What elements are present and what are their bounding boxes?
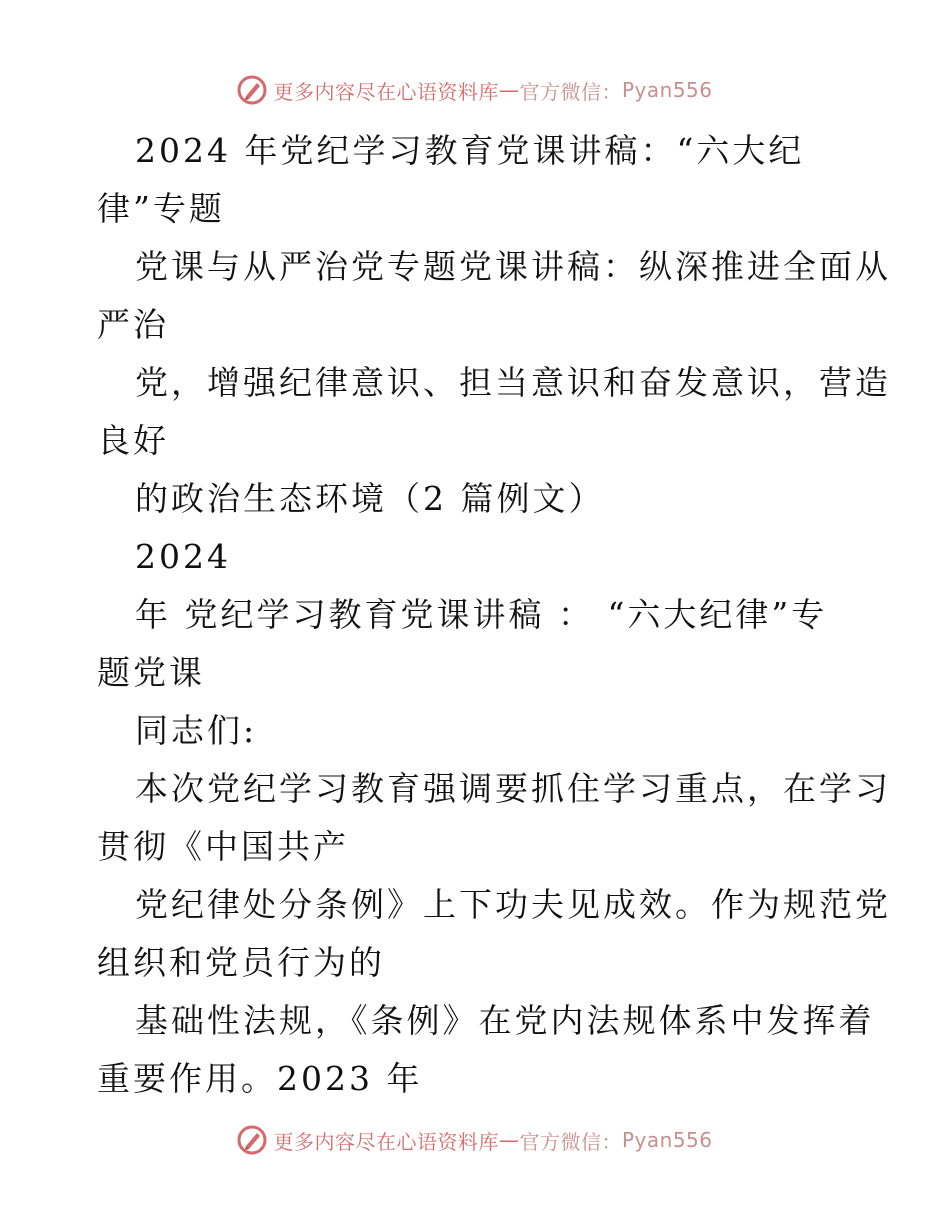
watermark-main-text: 更多内容尽在心语资料库 [273, 1129, 499, 1154]
pen-logo-icon [237, 75, 267, 105]
body-line-3: 党纪律处分条例》上下功夫见成效。作为规范党 [135, 885, 891, 924]
pen-logo-icon [237, 1125, 267, 1155]
title-line-4: 严治 [97, 305, 169, 344]
watermark-sub-text: 官方微信： [519, 1129, 622, 1154]
watermark-sub-text: 官方微信： [519, 79, 622, 104]
title-line-5: 党，增强纪律意识、担当意识和奋发意识，营造 [135, 363, 891, 402]
salutation: 同志们: [135, 711, 258, 750]
watermark-wechat-id: Pyan556 [621, 1128, 713, 1152]
document-body [97, 122, 891, 1108]
title-line-7: 的政治生态环境（2 篇例文） [135, 479, 605, 518]
subtitle-line-3: 题党课 [97, 653, 205, 692]
watermark-dash: — [498, 78, 520, 102]
title-line-1: 2024 年党纪学习教育党课讲稿：“六大纪 [135, 131, 805, 170]
body-line-6: 重要作用。2023 年 [97, 1059, 423, 1098]
watermark-banner-top [0, 70, 950, 110]
watermark-banner-bottom [0, 1120, 950, 1160]
body-line-2: 贯彻《中国共产 [97, 827, 349, 866]
title-line-3: 党课与从严治党专题党课讲稿：纵深推进全面从 [135, 247, 891, 286]
subtitle-line-1: 2024 [135, 537, 231, 576]
watermark-wechat-id: Pyan556 [621, 78, 713, 102]
title-line-2: 律”专题 [97, 189, 225, 228]
title-line-6: 良好 [97, 421, 169, 460]
watermark-dash: — [498, 1128, 520, 1152]
body-line-5: 基础性法规，《条例》在党内法规体系中发挥着 [135, 1001, 875, 1040]
subtitle-line-2: 年 党纪学习教育党课讲稿 ： “六大纪律”专 [135, 595, 828, 634]
body-line-1: 本次党纪学习教育强调要抓住学习重点，在学习 [135, 769, 891, 808]
watermark-main-text: 更多内容尽在心语资料库 [273, 79, 499, 104]
body-line-4: 组织和党员行为的 [97, 943, 385, 982]
